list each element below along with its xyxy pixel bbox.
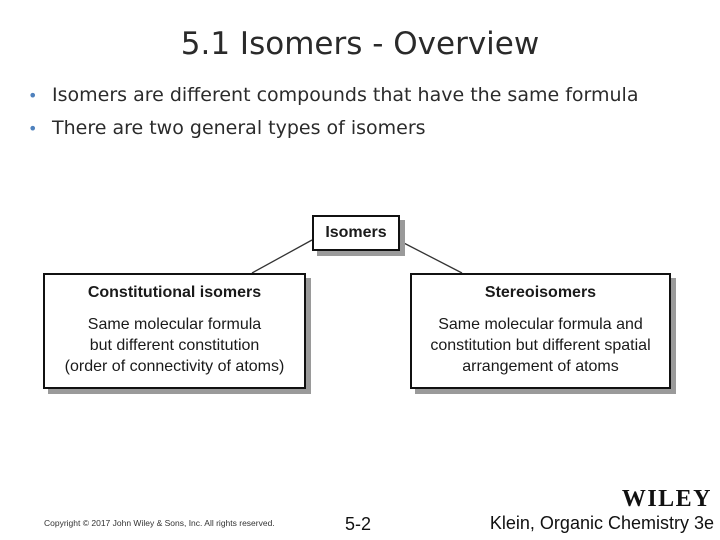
bullet-icon: • xyxy=(28,119,38,138)
connector-left xyxy=(252,240,312,273)
bullet-text: Isomers are different compounds that have the same formula xyxy=(52,84,639,106)
bullet-text: There are two general types of isomers xyxy=(52,117,426,139)
stereoisomers-heading: Stereoisomers xyxy=(484,284,597,301)
copyright-text: Copyright © 2017 John Wiley & Sons, Inc. All rights reserved. xyxy=(44,518,275,528)
description-line: arrangement of atoms xyxy=(462,358,619,375)
constitutional-isomers-heading: Constitutional isomers xyxy=(87,284,262,301)
bullet-icon: • xyxy=(28,86,38,105)
description-line: Same molecular formula and xyxy=(438,316,643,333)
stereoisomers-description xyxy=(412,314,669,377)
description-line: Same molecular formula xyxy=(87,316,262,333)
wiley-logo: WILEY xyxy=(621,486,712,512)
connector-right xyxy=(398,240,462,273)
slide-title: 5.1 Isomers - Overview xyxy=(180,26,540,62)
description-line: (order of connectivity of atoms) xyxy=(64,358,285,375)
constitutional-isomers-description xyxy=(45,314,304,377)
stereoisomers-box xyxy=(410,273,671,389)
description-line: constitution but different spatial xyxy=(430,337,651,354)
book-citation: Klein, Organic Chemistry 3e xyxy=(489,513,714,533)
isomers-root-box xyxy=(312,215,400,251)
isomers-root-label: Isomers xyxy=(325,224,387,241)
description-line: but different constitution xyxy=(89,337,260,354)
page-number: 5-2 xyxy=(345,514,372,534)
constitutional-isomers-box xyxy=(43,273,306,389)
